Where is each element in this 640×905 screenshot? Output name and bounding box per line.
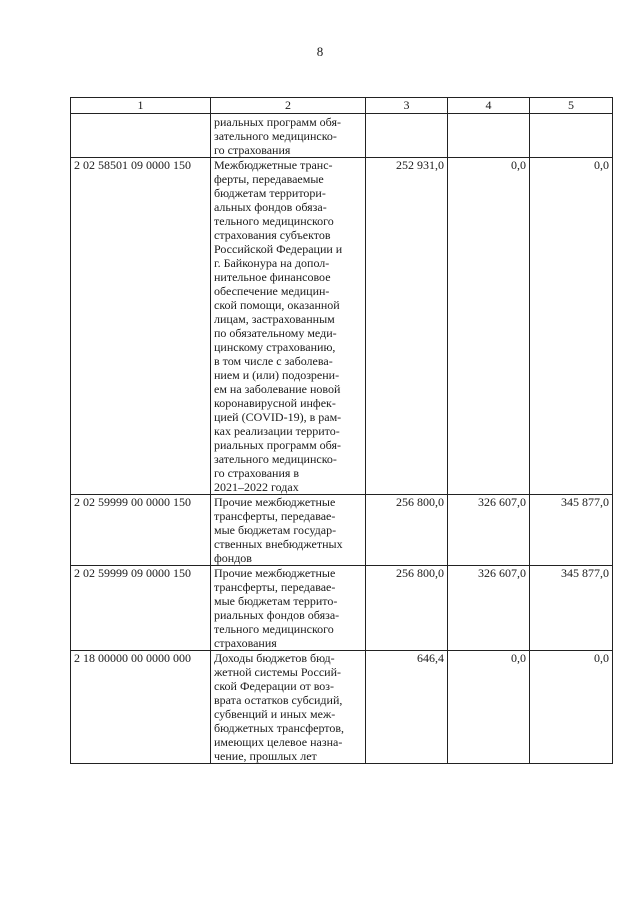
row-code: 2 02 59999 00 0000 150 — [71, 495, 211, 566]
row-value-col-5: 345 877,0 — [530, 566, 613, 651]
table-header-row — [71, 98, 613, 114]
header-col-4: 4 — [448, 98, 530, 114]
table-row — [71, 158, 613, 495]
row-code — [71, 114, 211, 158]
row-code: 2 18 00000 00 0000 000 — [71, 651, 211, 764]
row-value-col-3: 252 931,0 — [366, 158, 448, 495]
row-name: Прочие межбюджетные трансферты, передавае- мые бюджетам государ- ственных внебюджетных фондов — [211, 495, 366, 566]
table-row — [71, 114, 613, 158]
row-value-col-3 — [366, 114, 448, 158]
row-value-col-4: 0,0 — [448, 158, 530, 495]
row-code: 2 02 58501 09 0000 150 — [71, 158, 211, 495]
header-col-1: 1 — [71, 98, 211, 114]
row-value-col-5: 0,0 — [530, 651, 613, 764]
budget-revenue-table — [70, 97, 613, 764]
table-row — [71, 566, 613, 651]
row-value-col-4: 326 607,0 — [448, 566, 530, 651]
row-value-col-4: 0,0 — [448, 651, 530, 764]
row-value-col-4: 326 607,0 — [448, 495, 530, 566]
row-value-col-3: 256 800,0 — [366, 566, 448, 651]
row-name: Доходы бюджетов бюд- жетной системы Россий- ской Федерации от воз- врата остатков субсидий, субвенций и иных меж- бюджетных трансфертов, имеющих целевое назна- чение, прошлых лет — [211, 651, 366, 764]
header-col-3: 3 — [366, 98, 448, 114]
row-value-col-5: 345 877,0 — [530, 495, 613, 566]
page-number: 8 — [316, 44, 324, 59]
row-name: риальных программ обя- зательного медицинско- го страхования — [211, 114, 366, 158]
row-value-col-5 — [530, 114, 613, 158]
row-value-col-5: 0,0 — [530, 158, 613, 495]
row-value-col-3: 256 800,0 — [366, 495, 448, 566]
row-code: 2 02 59999 09 0000 150 — [71, 566, 211, 651]
row-value-col-4 — [448, 114, 530, 158]
table-row — [71, 495, 613, 566]
table-row — [71, 651, 613, 764]
row-name: Прочие межбюджетные трансферты, передавае- мые бюджетам террито- риальных фондов обяза- тельного медицинского страхования — [211, 566, 366, 651]
header-col-2: 2 — [211, 98, 366, 114]
row-value-col-3: 646,4 — [366, 651, 448, 764]
row-name: Межбюджетные транс- ферты, передаваемые бюджетам территори- альных фондов обяза- тельного медицинского страхования субъектов Российской Федерации и г. Байконура на допол- нительное финансовое обеспечение медицин- ской помощи, оказанной лицам, застрахованным по обязательному меди- цинскому страхованию, в том числе с заболева- нием и (или) подозрени- ем на заболевание новой коронавирусной инфек- цией (COVID-19), в рам- ках реализации террито- риальных программ обя- зательного медицинско- го страхования в 2021–2022 годах — [211, 158, 366, 495]
header-col-5: 5 — [530, 98, 613, 114]
